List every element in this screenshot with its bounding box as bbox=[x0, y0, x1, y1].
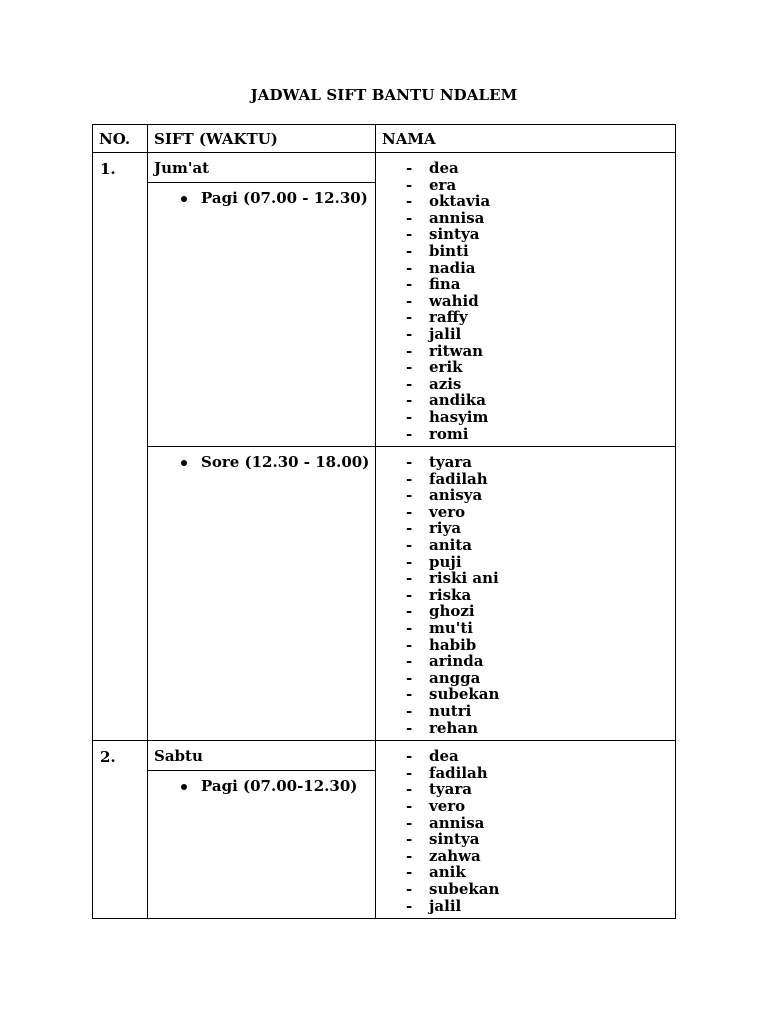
list-item bbox=[376, 426, 675, 443]
person-name: sintya bbox=[429, 830, 480, 849]
dash-marker: - bbox=[406, 702, 413, 720]
list-item bbox=[376, 570, 675, 587]
list-item bbox=[376, 177, 675, 194]
person-name: oktavia bbox=[429, 192, 491, 211]
dash-marker: - bbox=[406, 391, 413, 410]
person-name: tyara bbox=[429, 780, 472, 799]
dash-marker: - bbox=[406, 619, 413, 638]
person-name: azis bbox=[429, 374, 462, 393]
person-name: angga bbox=[429, 668, 481, 687]
shift-label bbox=[148, 183, 375, 207]
person-name: fadilah bbox=[429, 469, 488, 488]
person-name: annisa bbox=[429, 208, 485, 227]
dash-marker: - bbox=[406, 536, 413, 555]
dash-marker: - bbox=[406, 175, 413, 194]
list-item bbox=[376, 409, 675, 426]
person-name: binti bbox=[429, 241, 469, 260]
dash-marker: - bbox=[406, 863, 413, 882]
dash-marker: - bbox=[406, 192, 413, 211]
list-item bbox=[376, 554, 675, 571]
person-name: vero bbox=[429, 502, 466, 521]
dash-marker: - bbox=[406, 585, 413, 604]
header-nama: NAMA bbox=[376, 125, 676, 153]
person-name: nutri bbox=[429, 702, 472, 720]
person-name: andika bbox=[429, 391, 486, 410]
dash-marker: - bbox=[406, 291, 413, 310]
dash-marker: - bbox=[406, 159, 413, 177]
person-name: anita bbox=[429, 536, 472, 555]
person-name: romi bbox=[429, 424, 469, 443]
person-name: ghozi bbox=[429, 602, 475, 621]
list-item bbox=[376, 848, 675, 865]
person-name: puji bbox=[429, 552, 462, 571]
dash-marker: - bbox=[406, 747, 413, 766]
list-item bbox=[376, 686, 675, 703]
dash-marker: - bbox=[406, 796, 413, 815]
day-label: Sabtu bbox=[148, 741, 375, 771]
person-name: fina bbox=[429, 275, 461, 294]
dash-marker: - bbox=[406, 635, 413, 654]
list-item bbox=[376, 881, 675, 898]
dash-marker: - bbox=[406, 519, 413, 538]
list-item bbox=[376, 293, 675, 310]
shift-cell bbox=[148, 447, 376, 741]
list-item bbox=[376, 504, 675, 521]
list-item bbox=[376, 798, 675, 815]
shift-cell bbox=[148, 153, 376, 447]
person-name: anisya bbox=[429, 486, 483, 505]
dash-marker: - bbox=[406, 813, 413, 832]
list-item bbox=[376, 487, 675, 504]
person-name: riska bbox=[429, 585, 472, 604]
names-cell bbox=[376, 153, 676, 447]
names-list bbox=[376, 160, 675, 442]
list-item bbox=[376, 210, 675, 227]
list-item bbox=[376, 653, 675, 670]
person-name: dea bbox=[429, 159, 459, 177]
person-name: mu'ti bbox=[429, 619, 473, 638]
dash-marker: - bbox=[406, 602, 413, 621]
table-row-jumat-pagi bbox=[93, 153, 676, 447]
dash-marker: - bbox=[406, 374, 413, 393]
row-number: 1. bbox=[93, 153, 148, 741]
names-cell bbox=[376, 741, 676, 919]
dash-marker: - bbox=[406, 453, 413, 472]
person-name: subekan bbox=[429, 879, 500, 898]
dash-marker: - bbox=[406, 308, 413, 327]
dash-marker: - bbox=[406, 208, 413, 227]
person-name: zahwa bbox=[429, 846, 481, 865]
table-header-row bbox=[93, 125, 676, 153]
schedule-table bbox=[92, 124, 676, 919]
person-name: tyara bbox=[429, 453, 472, 472]
list-item bbox=[376, 831, 675, 848]
list-item bbox=[376, 276, 675, 293]
list-item bbox=[376, 703, 675, 720]
person-name: erik bbox=[429, 358, 463, 377]
names-list bbox=[376, 748, 675, 914]
list-item bbox=[376, 392, 675, 409]
dash-marker: - bbox=[406, 718, 413, 737]
shift-label bbox=[148, 447, 375, 471]
person-name: rehan bbox=[429, 718, 478, 737]
table-row-sabtu-pagi bbox=[93, 741, 676, 919]
list-item bbox=[376, 781, 675, 798]
dash-marker: - bbox=[406, 358, 413, 377]
day-label: Jum'at bbox=[148, 153, 375, 183]
dash-marker: - bbox=[406, 830, 413, 849]
list-item bbox=[376, 454, 675, 471]
table-row-jumat-sore bbox=[93, 447, 676, 741]
shift-time: Pagi (07.00 - 12.30) bbox=[201, 189, 368, 207]
list-item bbox=[376, 520, 675, 537]
person-name: ritwan bbox=[429, 341, 484, 360]
dash-marker: - bbox=[406, 275, 413, 294]
person-name: sintya bbox=[429, 225, 480, 244]
list-item bbox=[376, 359, 675, 376]
person-name: jalil bbox=[429, 896, 462, 915]
person-name: wahid bbox=[429, 291, 479, 310]
person-name: riski ani bbox=[429, 569, 499, 588]
bullet-icon bbox=[181, 196, 187, 202]
list-item bbox=[376, 637, 675, 654]
header-sift: SIFT (WAKTU) bbox=[148, 125, 376, 153]
dash-marker: - bbox=[406, 502, 413, 521]
person-name: jalil bbox=[429, 324, 462, 343]
person-name: arinda bbox=[429, 652, 484, 671]
shift-cell bbox=[148, 741, 376, 919]
dash-marker: - bbox=[406, 879, 413, 898]
person-name: era bbox=[429, 175, 457, 194]
list-item bbox=[376, 864, 675, 881]
dash-marker: - bbox=[406, 407, 413, 426]
list-item bbox=[376, 309, 675, 326]
list-item bbox=[376, 376, 675, 393]
names-cell bbox=[376, 447, 676, 741]
list-item bbox=[376, 243, 675, 260]
list-item bbox=[376, 343, 675, 360]
list-item bbox=[376, 748, 675, 765]
list-item bbox=[376, 765, 675, 782]
person-name: habib bbox=[429, 635, 477, 654]
list-item bbox=[376, 815, 675, 832]
shift-time: Pagi (07.00-12.30) bbox=[201, 777, 358, 796]
list-item bbox=[376, 603, 675, 620]
dash-marker: - bbox=[406, 258, 413, 277]
dash-marker: - bbox=[406, 652, 413, 671]
person-name: riya bbox=[429, 519, 462, 538]
dash-marker: - bbox=[406, 668, 413, 687]
dash-marker: - bbox=[406, 341, 413, 360]
list-item bbox=[376, 620, 675, 637]
person-name: annisa bbox=[429, 813, 485, 832]
shift-time: Sore (12.30 - 18.00) bbox=[201, 453, 370, 472]
dash-marker: - bbox=[406, 763, 413, 782]
dash-marker: - bbox=[406, 225, 413, 244]
dash-marker: - bbox=[406, 469, 413, 488]
person-name: vero bbox=[429, 796, 466, 815]
person-name: raffy bbox=[429, 308, 468, 327]
person-name: fadilah bbox=[429, 763, 488, 782]
dash-marker: - bbox=[406, 569, 413, 588]
person-name: hasyim bbox=[429, 407, 489, 426]
list-item bbox=[376, 193, 675, 210]
list-item bbox=[376, 537, 675, 554]
list-item bbox=[376, 720, 675, 737]
list-item bbox=[376, 898, 675, 915]
dash-marker: - bbox=[406, 324, 413, 343]
list-item bbox=[376, 326, 675, 343]
list-item bbox=[376, 160, 675, 177]
person-name: dea bbox=[429, 747, 459, 766]
header-no: NO. bbox=[93, 125, 148, 153]
dash-marker: - bbox=[406, 685, 413, 704]
dash-marker: - bbox=[406, 486, 413, 505]
dash-marker: - bbox=[406, 896, 413, 915]
list-item bbox=[376, 260, 675, 277]
person-name: subekan bbox=[429, 685, 500, 704]
list-item bbox=[376, 226, 675, 243]
person-name: nadia bbox=[429, 258, 476, 277]
dash-marker: - bbox=[406, 552, 413, 571]
document-title: JADWAL SIFT BANTU NDALEM bbox=[250, 86, 518, 104]
dash-marker: - bbox=[406, 780, 413, 799]
person-name: anik bbox=[429, 863, 466, 882]
dash-marker: - bbox=[406, 241, 413, 260]
names-list bbox=[376, 454, 675, 736]
row-number: 2. bbox=[93, 741, 148, 919]
shift-label bbox=[148, 771, 375, 795]
dash-marker: - bbox=[406, 424, 413, 443]
list-item bbox=[376, 471, 675, 488]
list-item bbox=[376, 587, 675, 604]
dash-marker: - bbox=[406, 846, 413, 865]
list-item bbox=[376, 670, 675, 687]
